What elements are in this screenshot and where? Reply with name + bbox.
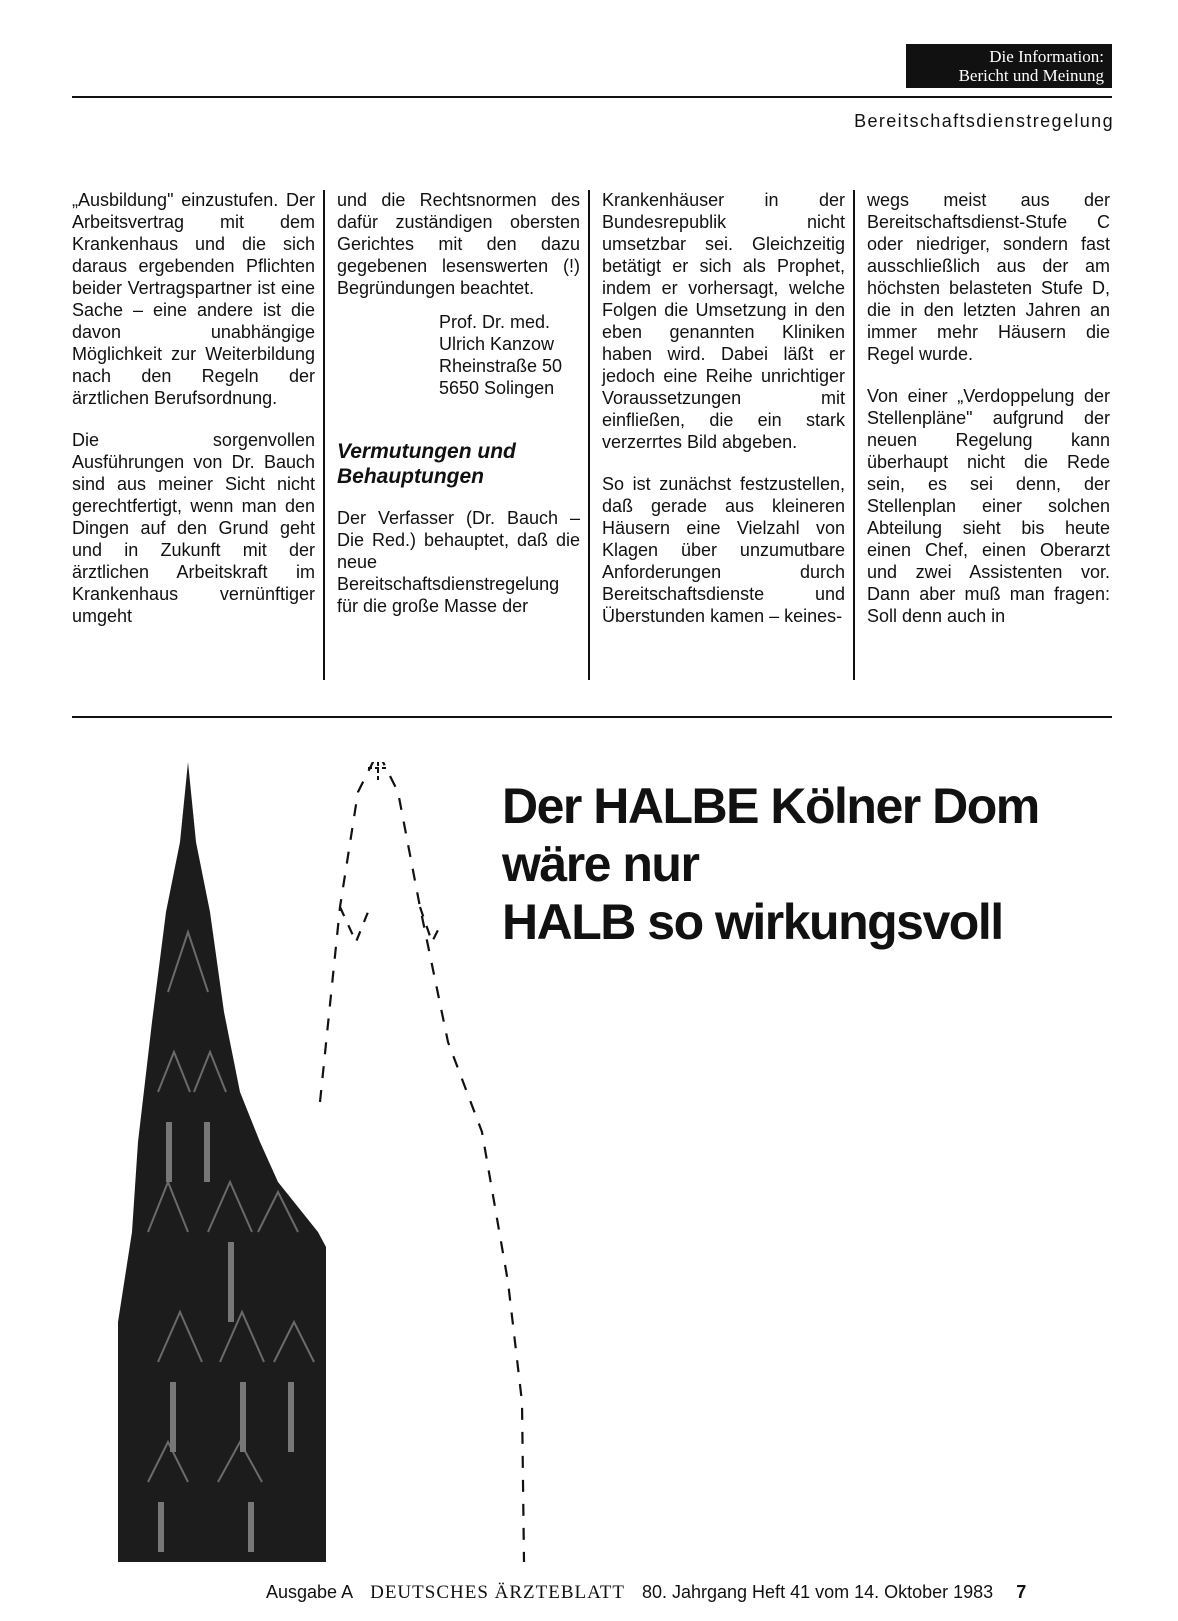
author-street: Rheinstraße 50 — [439, 356, 563, 376]
column-divider — [588, 190, 590, 680]
section-badge — [906, 44, 1112, 88]
badge-line-2: Bericht und Meinung — [958, 66, 1104, 85]
headline-line-1: Der HALBE Kölner Dom — [502, 778, 1039, 834]
column-divider — [853, 190, 855, 680]
badge-line-1: Die Information: — [989, 47, 1104, 66]
cathedral-missing-half-outline — [340, 907, 442, 942]
headline-line-3: HALB so wirkungsvoll — [502, 894, 1003, 950]
paragraph: Die sorgenvollen Ausführungen von Dr. Bauch sind aus meiner Sicht nicht gerechtfertigt, wenn man den Dingen auf den Grund geht und in Zukunft mit der ärztlichen Arbeitskraft im Krankenhaus vernünftiger umgeht — [72, 430, 315, 626]
page-number: 7 — [1016, 1582, 1027, 1602]
ad-headline — [502, 777, 1039, 951]
section-title: Bereitschaftsdienstregelung — [854, 111, 1114, 131]
author-signature — [439, 311, 580, 399]
cathedral-missing-half-outline — [320, 762, 524, 1562]
article-column-1 — [72, 189, 315, 647]
footer-magazine: DEUTSCHES ÄRZTEBLATT — [370, 1582, 625, 1603]
top-rule — [72, 96, 1112, 98]
footer-edition: Ausgabe A — [266, 1582, 354, 1602]
article-column-3 — [602, 189, 845, 647]
paragraph: Krankenhäuser in der Bundesrepublik nicht umsetzbar sei. Gleichzeitig betätigt er sich als Prophet, indem er vorhersagt, welche Folgen die Umsetzung in den eben genannten Kliniken haben wird. Dabei läßt er jedoch eine Reihe unrichtiger Voraussetzungen mit einfließen, die ein stark verzerrtes Bild abgeben. — [602, 190, 845, 452]
headline-line-2: wäre nur — [502, 836, 699, 892]
article-column-4 — [867, 189, 1110, 647]
page-footer — [266, 1582, 1038, 1604]
author-name: Ulrich Kanzow — [439, 334, 555, 354]
subheading: Vermutungen und Behauptungen — [337, 440, 516, 488]
author-city: 5650 Solingen — [439, 378, 555, 398]
paragraph: „Ausbildung" einzustufen. Der Arbeitsvertrag mit dem Krankenhaus und die sich daraus ergebenden Pflichten beider Vertragspartner ist eine Sache – eine andere ist die davon unabhängige Möglichkeit zur Weiterbildung nach den Regeln der ärztlichen Berufsordnung. — [72, 190, 315, 408]
author-title: Prof. Dr. med. — [439, 312, 551, 332]
column-divider — [323, 190, 325, 680]
middle-rule — [72, 716, 1112, 718]
cathedral-illustration — [108, 762, 568, 1562]
paragraph: Der Verfasser (Dr. Bauch – Die Red.) behauptet, daß die neue Bereitschaftsdienstregelung für die große Masse der — [337, 508, 580, 616]
paragraph: So ist zunächst festzustellen, daß gerade aus kleineren Häusern eine Vielzahl von Klagen über unzumutbare Anforderungen durch Bereitschaftsdienste und Überstunden kamen – keines- — [602, 474, 845, 626]
paragraph: Von einer „Verdoppelung der Stellenpläne" aufgrund der neuen Regelung kann überhaupt nicht die Rede sein, es sei denn, der Stellenplan einer solchen Abteilung sieht bis heute einen Chef, einen Oberarzt und zwei Assistenten vor. Dann aber muß man fragen: Soll denn auch in — [867, 386, 1110, 626]
article-column-2 — [337, 189, 580, 637]
cathedral-photo-half — [118, 762, 326, 1562]
footer-issue: 80. Jahrgang Heft 41 vom 14. Oktober 1983 — [641, 1582, 994, 1602]
paragraph: und die Rechtsnormen des dafür zuständigen obersten Gerichtes mit den dazu gegebenen lesenswerten (!) Begründungen beachtet. — [337, 190, 580, 298]
paragraph: wegs meist aus der Bereitschaftsdienst-Stufe C oder niedriger, sondern fast ausschließlich aus der am höchsten belasteten Stufe D, die in den letzten Jahren an immer mehr Häusern die Regel wurde. — [867, 190, 1110, 364]
